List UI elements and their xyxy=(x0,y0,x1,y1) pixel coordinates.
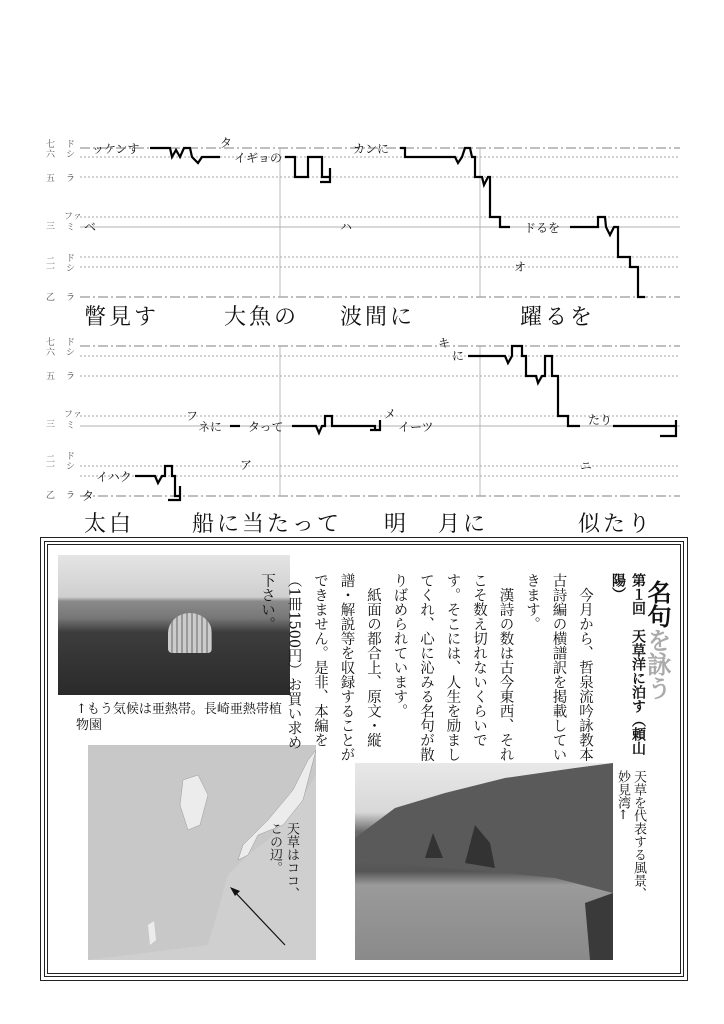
svg-text:オ: オ xyxy=(514,260,527,274)
lyric-2: 大魚の xyxy=(224,305,300,330)
svg-text:ラ: ラ xyxy=(66,372,76,382)
svg-text:メ: メ xyxy=(384,407,397,421)
svg-text:ラ: ラ xyxy=(66,491,76,501)
svg-text:五: 五 xyxy=(46,174,56,184)
svg-text:ドるを: ドるを xyxy=(524,221,561,235)
svg-text:五: 五 xyxy=(46,372,56,382)
svg-text:三: 三 xyxy=(46,420,56,430)
svg-text:に: に xyxy=(452,349,465,363)
svg-text:タ: タ xyxy=(220,136,233,150)
svg-text:ラ: ラ xyxy=(66,174,76,184)
svg-text:二: 二 xyxy=(46,257,56,267)
title-sub: を詠う xyxy=(643,627,672,700)
svg-text:ネに: ネに xyxy=(198,420,223,434)
svg-text:乙: 乙 xyxy=(46,491,56,501)
photo2-caption: 天草を代表する風景、妙見湾← xyxy=(615,770,646,900)
myoken-bay-photo xyxy=(355,763,613,960)
column-body: 今月から、哲泉流吟詠教本古詩編の横譜訳を掲載していきます。 漢詩の数は古今東西、それこそ数え切れないくらいです。そこには、人生を励ましてくれ、心に沁みる名句が散りばめられています。 紙面の都合上、原文・縦譜・解説等を収録することができません。是非、本編を（1冊1500円）お買い求め下さい。 xyxy=(259,573,593,762)
svg-text:ド: ド xyxy=(66,452,76,462)
photo1-caption: ↑もう気候は亜熱帯。長崎亜熱帯植物園 xyxy=(76,702,282,733)
column-title xyxy=(640,563,704,700)
svg-text:七: 七 xyxy=(46,140,56,150)
map-caption: 天草はココ、この辺。 xyxy=(267,822,299,900)
svg-text:ア: ア xyxy=(240,458,253,472)
lyric-3: 波間に xyxy=(340,305,416,330)
svg-text:ド: ド xyxy=(66,254,76,264)
svg-text:カンに: カンに xyxy=(353,142,390,156)
svg-text:ニ: ニ xyxy=(580,459,593,473)
svg-text:シ: シ xyxy=(66,150,76,160)
svg-text:七: 七 xyxy=(46,338,56,348)
svg-text:タって: タって xyxy=(248,420,284,434)
svg-text:六: 六 xyxy=(46,150,56,160)
svg-text:イハク: イハク xyxy=(96,470,132,484)
svg-text:二: 二 xyxy=(46,455,56,465)
svg-text:ド: ド xyxy=(66,140,76,150)
svg-text:ラ: ラ xyxy=(66,293,76,303)
svg-text:タ: タ xyxy=(82,489,95,503)
svg-text:三: 三 xyxy=(46,222,56,232)
scale-labels xyxy=(46,336,82,501)
lyric-8: 月に xyxy=(438,512,489,537)
svg-text:ミ: ミ xyxy=(66,223,76,233)
svg-text:ベ: ベ xyxy=(84,220,97,234)
svg-text:シ: シ xyxy=(66,462,76,472)
lyric-9: 似たり xyxy=(578,512,654,537)
lyric-4: 躍るを xyxy=(520,305,596,330)
column-subtitle: 第１回 天草洋に泊す（頼山陽） xyxy=(610,573,646,755)
lyric-1: 瞥見す xyxy=(84,305,160,330)
svg-text:ッケンす: ッケンす xyxy=(92,142,140,156)
title-main: 名句 xyxy=(643,579,672,628)
svg-text:一: 一 xyxy=(46,463,56,473)
svg-text:イギョの: イギョの xyxy=(234,151,283,165)
svg-text:ド: ド xyxy=(66,338,76,348)
svg-text:シ: シ xyxy=(66,264,76,274)
lyric-5: 太白 xyxy=(84,512,135,537)
lyric-6: 船に当たって xyxy=(192,512,343,537)
lyric-7: 明 xyxy=(384,512,410,537)
svg-text:たり: たり xyxy=(588,413,613,427)
svg-text:フ: フ xyxy=(186,409,199,423)
svg-text:ミ: ミ xyxy=(66,421,76,431)
svg-text:六: 六 xyxy=(46,348,56,358)
svg-text:ハ: ハ xyxy=(340,220,353,234)
svg-text:シ: シ xyxy=(66,348,76,358)
svg-text:一: 一 xyxy=(46,265,56,275)
svg-text:ファ: ファ xyxy=(64,212,82,222)
svg-text:イーツ: イーツ xyxy=(398,420,434,434)
svg-text:乙: 乙 xyxy=(46,293,56,303)
greenhouse-dome xyxy=(168,613,212,653)
svg-text:ファ: ファ xyxy=(64,410,82,420)
svg-text:キ: キ xyxy=(438,336,451,350)
